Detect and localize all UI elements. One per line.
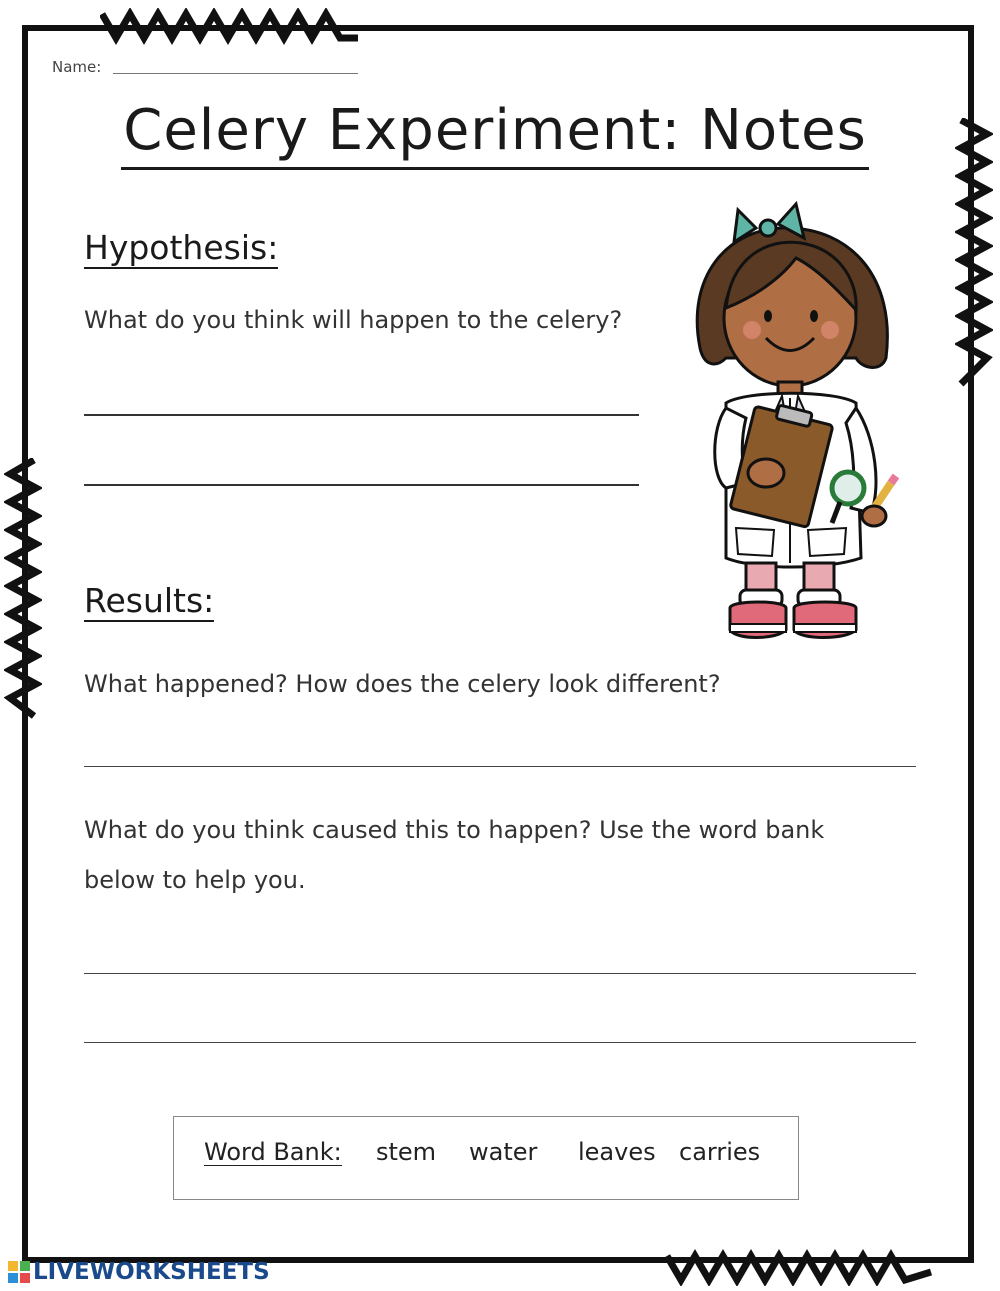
results-answer-line-1[interactable]: [84, 766, 916, 767]
name-blank-line[interactable]: [113, 73, 358, 74]
results-answer-line-3[interactable]: [84, 1042, 916, 1043]
hypothesis-answer-line-1[interactable]: [84, 414, 639, 416]
hypothesis-heading: Hypothesis:: [84, 228, 279, 267]
hypothesis-answer-line-2[interactable]: [84, 484, 639, 486]
results-question-2-line-1: What do you think caused this to happen? Use the word bank: [84, 816, 825, 844]
results-answer-line-2[interactable]: [84, 973, 916, 974]
hypothesis-question: What do you think will happen to the celery?: [84, 306, 623, 334]
results-question-2-line-2: below to help you.: [84, 866, 306, 894]
page-title: [0, 98, 990, 163]
liveworksheets-brand: [8, 1258, 270, 1286]
page-title-text: Celery Experiment: Notes: [121, 98, 869, 170]
results-question-1: What happened? How does the celery look different?: [84, 670, 721, 698]
results-heading: Results:: [84, 581, 215, 620]
liveworksheets-wordmark: LIVEWORKSHEETS: [33, 1259, 270, 1285]
word-bank-box: [173, 1116, 799, 1200]
word-bank-word: leaves: [578, 1138, 656, 1166]
name-field[interactable]: [52, 58, 358, 76]
zigzag-decoration-left: [4, 458, 42, 720]
word-bank-word: water: [469, 1138, 538, 1166]
word-bank-label: Word Bank:: [204, 1138, 342, 1166]
zigzag-decoration-bottom-right: [665, 1248, 935, 1286]
word-bank-word: carries: [679, 1138, 761, 1166]
word-bank-word: stem: [376, 1138, 437, 1166]
zigzag-decoration-top-left: [100, 8, 362, 46]
name-label: Name:: [52, 58, 102, 76]
scientist-girl-illustration: [686, 198, 900, 648]
liveworksheets-logo-icon: [8, 1261, 30, 1283]
